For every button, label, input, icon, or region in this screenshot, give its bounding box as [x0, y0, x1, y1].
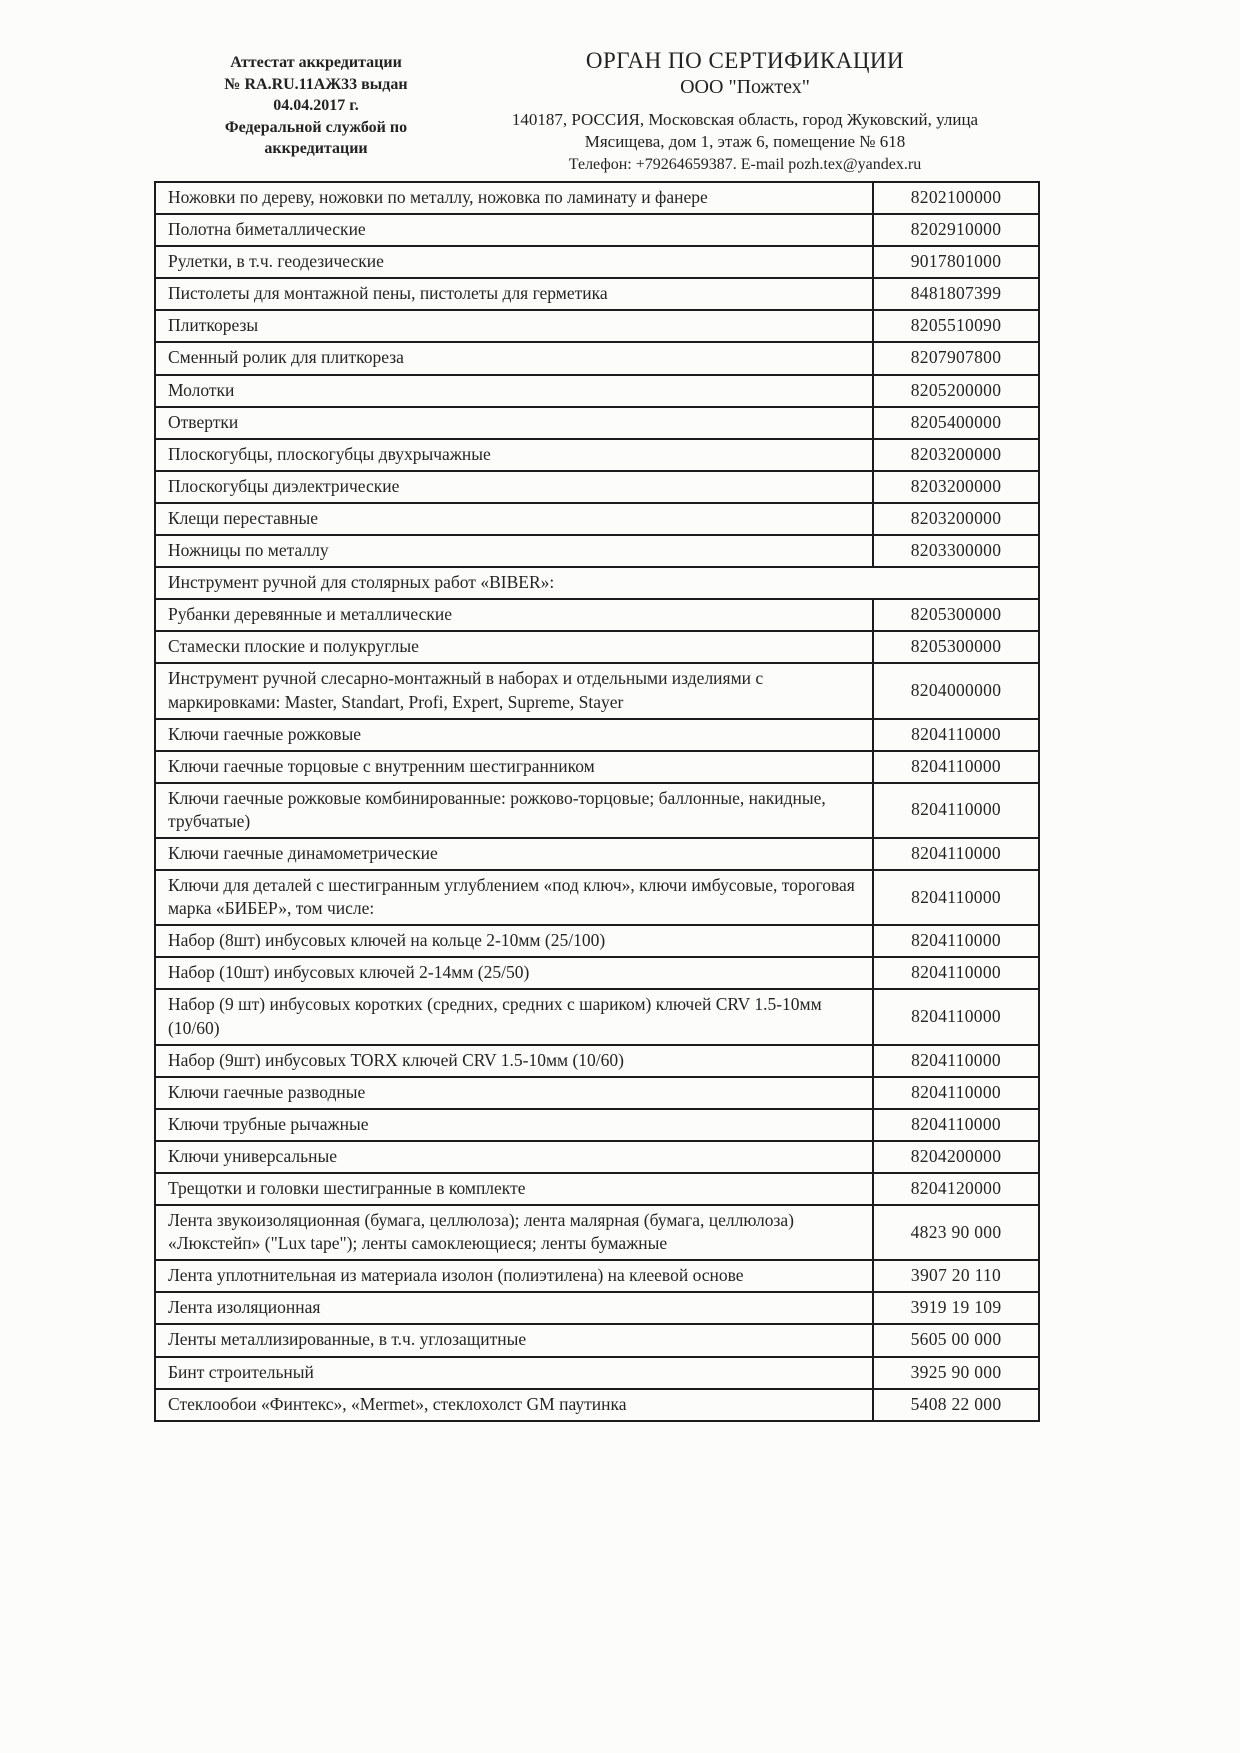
- row-code: 8204120000: [873, 1173, 1039, 1205]
- row-code: 5605 00 000: [873, 1324, 1039, 1356]
- table-row: [155, 1357, 1039, 1389]
- row-description: Ключи гаечные рожковые: [155, 719, 873, 751]
- row-code: 8203200000: [873, 471, 1039, 503]
- table-row: [155, 719, 1039, 751]
- table-row: [155, 375, 1039, 407]
- row-code: 8204110000: [873, 989, 1039, 1044]
- table-body: [155, 182, 1039, 1421]
- row-description: Ключи гаечные разводные: [155, 1077, 873, 1109]
- table-row: [155, 1141, 1039, 1173]
- row-code: 9017801000: [873, 246, 1039, 278]
- row-description: Ключи универсальные: [155, 1141, 873, 1173]
- row-code: 8204110000: [873, 1109, 1039, 1141]
- product-codes-table: [154, 181, 1040, 1422]
- row-code: 8204110000: [873, 925, 1039, 957]
- table-row: [155, 310, 1039, 342]
- row-description: Бинт строительный: [155, 1357, 873, 1389]
- row-description: Ножницы по металлу: [155, 535, 873, 567]
- row-description: Плиткорезы: [155, 310, 873, 342]
- row-code: 8205400000: [873, 407, 1039, 439]
- row-description: Ключи гаечные рожковые комбинированные: рожково-торцовые; баллонные, накидные, трубчатые): [155, 783, 873, 838]
- table-row: [155, 1292, 1039, 1324]
- row-code: 8204110000: [873, 783, 1039, 838]
- table-row: [155, 471, 1039, 503]
- table-row: [155, 989, 1039, 1044]
- row-code: 8203200000: [873, 503, 1039, 535]
- row-code: 8207907800: [873, 342, 1039, 374]
- row-code: 5408 22 000: [873, 1389, 1039, 1421]
- row-description: Стеклообои «Финтекс», «Mermet», стеклохолст GM паутинка: [155, 1389, 873, 1421]
- row-description: Набор (10шт) инбусовых ключей 2-14мм (25/50): [155, 957, 873, 989]
- row-description: Лента звукоизоляционная (бумага, целлюлоза); лента малярная (бумага, целлюлоза) «Люкстейп» ("Lux tape"); ленты самоклеющиеся; ленты бумажные: [155, 1205, 873, 1260]
- table-row: [155, 599, 1039, 631]
- row-description: Плоскогубцы диэлектрические: [155, 471, 873, 503]
- accreditation-block: [192, 52, 440, 160]
- org-name: ООО "Пожтех": [680, 76, 810, 98]
- row-code: 8204110000: [873, 957, 1039, 989]
- row-description: Молотки: [155, 375, 873, 407]
- table-row: [155, 751, 1039, 783]
- accreditation-line-5: аккредитации: [264, 140, 368, 158]
- row-code: 8481807399: [873, 278, 1039, 310]
- row-code: 8203200000: [873, 439, 1039, 471]
- row-code: 8205510090: [873, 310, 1039, 342]
- row-code: 8203300000: [873, 535, 1039, 567]
- row-description: Полотна биметаллические: [155, 214, 873, 246]
- row-description: Ключи гаечные торцовые с внутренним шестигранником: [155, 751, 873, 783]
- table-row: [155, 1324, 1039, 1356]
- row-code: 8204110000: [873, 719, 1039, 751]
- row-code: 8204110000: [873, 870, 1039, 925]
- row-description: Набор (9шт) инбусовых TORX ключей CRV 1.5-10мм (10/60): [155, 1045, 873, 1077]
- accreditation-line-3: 04.04.2017 г.: [273, 97, 359, 115]
- row-code: 3919 19 109: [873, 1292, 1039, 1324]
- row-description: Рубанки деревянные и металлические: [155, 599, 873, 631]
- org-title: ОРГАН ПО СЕРТИФИКАЦИИ: [585, 48, 905, 73]
- table-row: [155, 503, 1039, 535]
- table-row: [155, 870, 1039, 925]
- table-row: [155, 1077, 1039, 1109]
- row-code: 3907 20 110: [873, 1260, 1039, 1292]
- table-row: [155, 925, 1039, 957]
- row-code: 8204110000: [873, 838, 1039, 870]
- row-code: 8204000000: [873, 663, 1039, 718]
- table-row: [155, 246, 1039, 278]
- row-code: 8204200000: [873, 1141, 1039, 1173]
- table-row: [155, 439, 1039, 471]
- row-code: 8205200000: [873, 375, 1039, 407]
- row-code: 8204110000: [873, 1077, 1039, 1109]
- row-description: Ключи гаечные динамометрические: [155, 838, 873, 870]
- table-row: [155, 663, 1039, 718]
- row-description: Инструмент ручной слесарно-монтажный в наборах и отдельными изделиями с маркировками: Master, Standart, Profi, Expert, Supreme, Stayer: [155, 663, 873, 718]
- row-description: Трещотки и головки шестигранные в комплекте: [155, 1173, 873, 1205]
- table-row: [155, 838, 1039, 870]
- org-contact: Телефон: +79264659387. E-mail pozh.tex@yandex.ru: [568, 156, 922, 174]
- row-description: Лента изоляционная: [155, 1292, 873, 1324]
- table-row: [155, 278, 1039, 310]
- row-description: Рулетки, в т.ч. геодезические: [155, 246, 873, 278]
- accreditation-line-4: Федеральной службой по: [224, 118, 408, 136]
- table-row: [155, 1260, 1039, 1292]
- table-row: [155, 783, 1039, 838]
- row-description: Ключи для деталей с шестигранным углублением «под ключ», ключи имбусовые, тороговая марка «БИБЕР», том числе:: [155, 870, 873, 925]
- accreditation-line-2: № RA.RU.11АЖ33 выдан: [224, 75, 408, 93]
- row-description: Ленты металлизированные, в т.ч. углозащитные: [155, 1324, 873, 1356]
- row-code: 8202910000: [873, 214, 1039, 246]
- table-row: [155, 1045, 1039, 1077]
- row-code: 8205300000: [873, 631, 1039, 663]
- row-description: Лента уплотнительная из материала изолон (полиэтилена) на клеевой основе: [155, 1260, 873, 1292]
- table-row: [155, 1389, 1039, 1421]
- row-description: Сменный ролик для плиткореза: [155, 342, 873, 374]
- table-row: [155, 1205, 1039, 1260]
- row-code: 8204110000: [873, 1045, 1039, 1077]
- row-description: Набор (8шт) инбусовых ключей на кольце 2-10мм (25/100): [155, 925, 873, 957]
- table-row: [155, 407, 1039, 439]
- certification-body-block: [450, 48, 1040, 176]
- row-description: Плоскогубцы, плоскогубцы двухрычажные: [155, 439, 873, 471]
- row-description: Ножовки по дереву, ножовки по металлу, ножовка по ламинату и фанере: [155, 182, 873, 214]
- row-code: 3925 90 000: [873, 1357, 1039, 1389]
- row-description: Клещи переставные: [155, 503, 873, 535]
- table-row: [155, 1109, 1039, 1141]
- table-row: [155, 957, 1039, 989]
- row-code: 8204110000: [873, 751, 1039, 783]
- row-description: Набор (9 шт) инбусовых коротких (средних, средних с шариком) ключей CRV 1.5-10мм (10/60): [155, 989, 873, 1044]
- row-code: 8202100000: [873, 182, 1039, 214]
- accreditation-line-1: Аттестат аккредитации: [230, 54, 402, 71]
- table-row: [155, 631, 1039, 663]
- row-description: Пистолеты для монтажной пены, пистолеты для герметика: [155, 278, 873, 310]
- table-row: [155, 182, 1039, 214]
- row-description: Отвертки: [155, 407, 873, 439]
- table-row: [155, 535, 1039, 567]
- org-address-line-1: 140187, РОССИЯ, Московская область, город Жуковский, улица: [511, 110, 979, 129]
- row-code: 8205300000: [873, 599, 1039, 631]
- table-row: [155, 567, 1039, 599]
- table-row: [155, 1173, 1039, 1205]
- row-description: Стамески плоские и полукруглые: [155, 631, 873, 663]
- row-description: Ключи трубные рычажные: [155, 1109, 873, 1141]
- org-address-line-2: Мясищева, дом 1, этаж 6, помещение № 618: [584, 132, 906, 152]
- table-row: [155, 342, 1039, 374]
- row-code: 4823 90 000: [873, 1205, 1039, 1260]
- row-description: Инструмент ручной для столярных работ «BIBER»:: [155, 567, 1039, 599]
- table-row: [155, 214, 1039, 246]
